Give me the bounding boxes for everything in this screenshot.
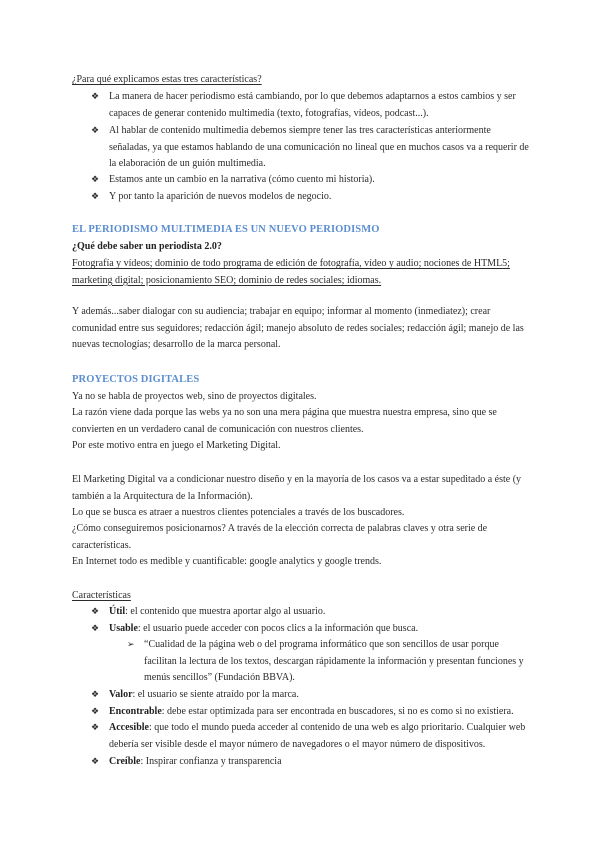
list-item-text [109, 621, 531, 638]
feature-term: Accesible [109, 722, 149, 733]
diamond-bullet-icon: ❖ [91, 175, 100, 185]
feature-desc: : el usuario se siente atraído por la marca. [132, 689, 299, 700]
list-item [91, 89, 531, 123]
feature-desc: : debe estar optimizada para ser encontrada en buscadores, si no es como si no existiera. [161, 706, 514, 717]
arrow-bullet-icon: ➢ [127, 640, 135, 650]
diamond-bullet-icon: ❖ [91, 757, 100, 767]
diamond-bullet-icon: ❖ [91, 92, 100, 102]
list-item [91, 754, 531, 771]
paragraph-line: Ya no se habla de proyectos web, sino de proyectos digitales. [72, 391, 317, 402]
list-item [91, 621, 531, 638]
list-item [91, 604, 531, 621]
caracteristicas-title: Características [72, 590, 131, 601]
usable-quote: “Cualidad de la página web o del programa informático que son sencillos de usar porque facilitan la lectura de los textos, descargan rápidamente la información y presentan funciones y menús sencillos” (Fundación BBVA). [144, 639, 524, 683]
list-item [91, 687, 531, 704]
feature-term: Valor [109, 689, 133, 700]
list-item-text: La manera de hacer periodismo está cambiando, por lo que debemos adaptarnos a estos cambios y ser capaces de generar contenido multimedia (texto, fotografías, vídeos, podcast...). [109, 91, 516, 119]
diamond-bullet-icon: ❖ [91, 723, 100, 733]
paragraph-line: ¿Cómo conseguiremos posicionarnos? A través de la elección correcta de palabras claves y otra serie de características. [72, 523, 488, 551]
paragraph-line: En Internet todo es medible y cuantificable: google analytics y google trends. [72, 556, 382, 567]
list-item-text [109, 720, 531, 753]
diamond-bullet-icon: ❖ [91, 126, 100, 136]
diamond-bullet-icon: ❖ [91, 690, 100, 700]
feature-term: Útil [109, 606, 126, 617]
list-item [91, 189, 531, 206]
subheading: ¿Qué debe saber un periodista 2.0? [72, 241, 222, 252]
diamond-bullet-icon: ❖ [91, 607, 100, 617]
ademas-paragraph: Y además...saber dialogar con su audiencia; trabajar en equipo; informar al momento (inmediatez); crear comunidad entre sus seguidores; redacción ágil; manejo absoluto de redes sociales; redacción ágil; manejo de las nuevas tecnologías; desarrollo de la marca personal. [72, 306, 524, 350]
section-heading-proyectos: PROYECTOS DIGITALES [72, 374, 200, 385]
list-item-text [109, 687, 531, 704]
paragraph-line: El Marketing Digital va a condicionar nuestro diseño y en la mayoría de los casos va a estar supeditado a éste (y también a la Arquitectura de la Información). [72, 474, 522, 502]
feature-desc: : el contenido que muestra aportar algo al usuario. [125, 606, 326, 617]
list-item [91, 123, 531, 173]
feature-term: Usable [109, 623, 138, 634]
question-heading: ¿Para qué explicamos estas tres características? [72, 74, 262, 85]
section-heading-multimedia: EL PERIODISMO MULTIMEDIA ES UN NUEVO PERIODISMO [72, 224, 380, 235]
list-item [91, 172, 531, 189]
list-item [91, 704, 531, 721]
skills-paragraph: Fotografía y vídeos; dominio de todo programa de edición de fotografía, vídeo y audio; nociones de HTML5; marketing digital; posicionamiento SEO; dominio de redes sociales; idiomas. [72, 258, 510, 286]
list-item-text [109, 754, 531, 771]
list-item-text: Al hablar de contenido multimedia debemos siempre tener las tres características anteriormente señaladas, ya que estamos hablando de una comunicación no lineal que en muchos casos va a requerir de la elaboración de un guión multimedia. [109, 125, 529, 169]
feature-desc: : el usuario puede acceder con pocos clics a la información que busca. [137, 623, 419, 634]
list-item-text: Y por tanto la aparición de nuevos modelos de negocio. [109, 191, 332, 202]
paragraph-line: Por este motivo entra en juego el Marketing Digital. [72, 440, 281, 451]
paragraph-line: Lo que se busca es atraer a nuestros clientes potenciales a través de los buscadores. [72, 507, 405, 518]
list-item-text [109, 604, 531, 621]
list-item-text: Estamos ante un cambio en la narrativa (cómo cuento mi historia). [109, 174, 375, 185]
paragraph-line: La razón viene dada porque las webs ya no son una mera página que muestra nuestra empresa, sino que se convierten en un verdadero canal de comunicación con nuestros clientes. [72, 407, 497, 435]
diamond-bullet-icon: ❖ [91, 192, 100, 202]
feature-term: Creíble [109, 756, 141, 767]
list-item [91, 720, 531, 754]
diamond-bullet-icon: ❖ [91, 707, 100, 717]
diamond-bullet-icon: ❖ [91, 624, 100, 634]
feature-term: Encontrable [109, 706, 162, 717]
feature-desc: : que todo el mundo pueda acceder al contenido de una web es algo prioritario. Cualquier web debería ser visible desde el mayor número de navegadores o el mayor número de dispositivos. [109, 722, 526, 750]
feature-desc: : Inspirar confianza y transparencia [140, 756, 282, 767]
list-item-text [109, 704, 531, 721]
